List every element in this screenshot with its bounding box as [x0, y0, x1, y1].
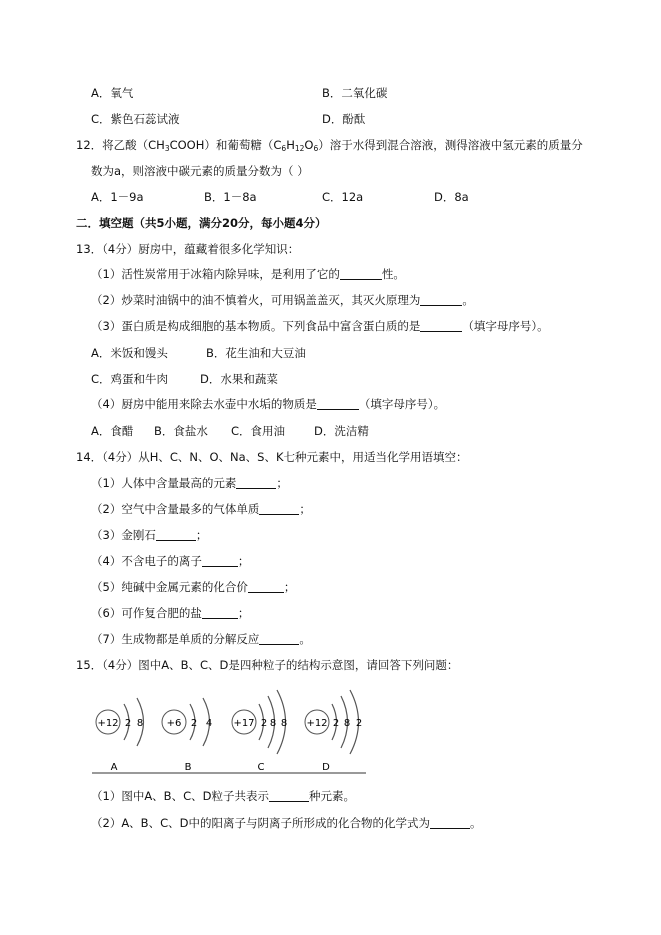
q12-stem-line2: 数为a，则溶液中碳元素的质量分数为（ ） [91, 164, 309, 178]
answer-blank[interactable] [202, 554, 238, 567]
particle-label: B [184, 762, 192, 773]
shell-electrons: 8 [343, 718, 351, 729]
answer-blank[interactable] [420, 293, 462, 306]
q15-stem: 15．（4分）图中A、B、C、D是四种粒子的结构示意图，请回答下列问题： [76, 658, 459, 672]
answer-blank[interactable] [248, 580, 284, 593]
q13-part1: （1）活性炭常用于冰箱内除异味，是利用了它的 性。 [91, 267, 405, 281]
particle-b [162, 698, 212, 773]
q11-option-d: D．酚酞 [322, 112, 366, 126]
shell-electrons: 8 [136, 718, 144, 729]
q14-part1: （1）人体中含量最高的元素 ； [91, 476, 288, 490]
shell-electrons: 4 [205, 718, 213, 729]
q11-option-a: A．氧气 [91, 86, 134, 100]
q13-stem: 13．（4分）厨房中，蕴藏着很多化学知识： [76, 242, 300, 256]
answer-blank[interactable] [156, 528, 196, 541]
shell-electrons: 8 [280, 718, 288, 729]
q12-option-b: B．1－8a [204, 190, 257, 204]
q13-part4-option-c: C．食用油 [231, 424, 286, 438]
q14-stem: 14．（4分）从H、C、N、O、Na、S、K七种元素中，用适当化学用语填空： [76, 450, 468, 464]
particle-label: D [322, 762, 330, 773]
shell-electrons: 2 [260, 718, 268, 729]
q14-part7: （7）生成物都是单质的分解反应 。 [91, 632, 311, 646]
shell-electrons: 2 [124, 718, 132, 729]
q14-part5: （5）纯碱中金属元素的化合价 ； [91, 580, 296, 594]
answer-blank[interactable] [269, 789, 309, 802]
q12-option-d: D．8a [434, 190, 469, 204]
shell-electrons: 2 [355, 718, 363, 729]
particle-label: C [257, 762, 265, 773]
nucleus-charge: +6 [166, 718, 182, 729]
answer-blank[interactable] [259, 632, 299, 645]
q11-option-c: C．紫色石蕊试液 [91, 112, 180, 126]
shell-electrons: 8 [269, 718, 277, 729]
q13-part2: （2）炒菜时油锅中的油不慎着火，可用锅盖盖灭，其灭火原理为 。 [91, 293, 474, 307]
q13-part4-option-a: A．食醋 [91, 424, 134, 438]
q13-part3-option-d: D．水果和蔬菜 [200, 372, 278, 386]
q14-part6: （6）可作复合肥的盐 ； [91, 606, 250, 620]
particle-d [305, 690, 362, 773]
q15-part2: （2）A、B、C、D中的阳离子与阴离子所形成的化合物的化学式为 。 [91, 816, 482, 830]
nucleus-charge: +12 [97, 718, 119, 729]
answer-blank[interactable] [340, 267, 382, 280]
q13-part4-option-b: B．食盐水 [154, 424, 208, 438]
atomic-structure-diagram [90, 684, 370, 776]
q13-part3: （3）蛋白质是构成细胞的基本物质。下列食品中富含蛋白质的是 （填字母序号）。 [91, 319, 549, 333]
q13-part3-option-c: C．鸡蛋和牛肉 [91, 372, 169, 386]
q14-part4: （4）不含电子的离子 ； [91, 554, 250, 568]
q12-stem-line1: 12．将乙酸$(CH_3COOH)$和葡萄糖$(C_6H_{12}O_6)$溶于水得到混合溶液，测得溶液中氢元素的质量分 [76, 138, 583, 153]
q13-part3-option-b: B．花生油和大豆油 [206, 346, 306, 360]
particle-a [96, 698, 144, 773]
q13-part4: （4）厨房中能用来除去水壶中水垢的物质是 （填字母序号）。 [91, 397, 446, 411]
q14-part2: （2）空气中含量最多的气体单质 ； [91, 502, 311, 516]
answer-blank[interactable] [236, 476, 276, 489]
answer-blank[interactable] [420, 319, 462, 332]
q12-option-a: A．1－9a [91, 190, 144, 204]
particle-c [232, 690, 287, 773]
shell-electrons: 2 [190, 718, 198, 729]
answer-blank[interactable] [202, 606, 238, 619]
q12-option-c: C．12a [322, 190, 364, 204]
nucleus-charge: +12 [306, 718, 328, 729]
answer-blank[interactable] [259, 502, 299, 515]
q14-part3: （3）金刚石 ； [91, 528, 208, 542]
shell-electrons: 2 [332, 718, 340, 729]
particle-label: A [110, 762, 118, 773]
answer-blank[interactable] [317, 397, 359, 410]
q13-part3-option-a: A．米饭和馒头 [91, 346, 168, 360]
answer-blank[interactable] [430, 816, 470, 829]
nucleus-charge: +17 [233, 718, 255, 729]
q15-part1: （1）图中A、B、C、D粒子共表示 种元素。 [91, 789, 355, 803]
section-title-fill-blank: 二．填空题（共5小题，满分20分，每小题4分） [76, 216, 327, 230]
q11-option-b: B．二氧化碳 [322, 86, 388, 100]
q13-part4-option-d: D．洗洁精 [314, 424, 369, 438]
